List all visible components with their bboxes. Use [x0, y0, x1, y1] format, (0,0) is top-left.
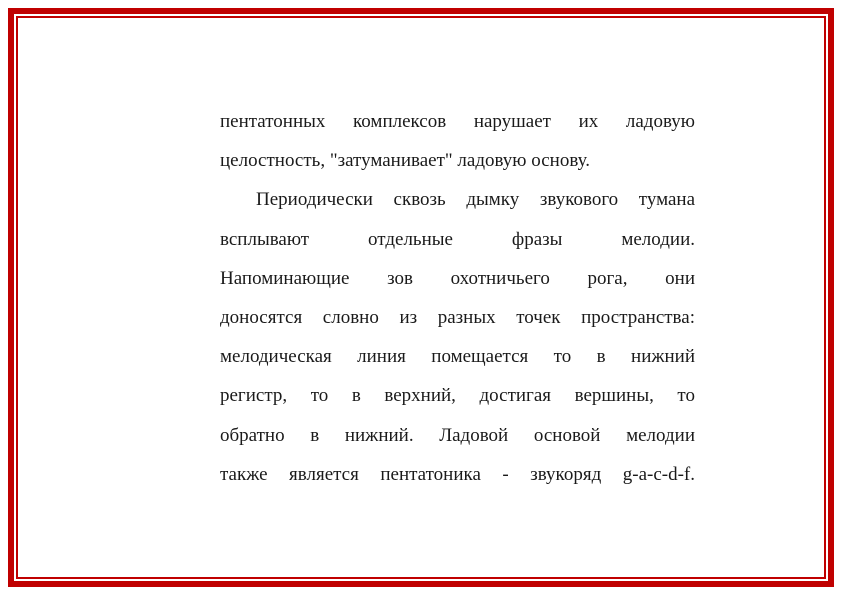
page-text [220, 102, 695, 494]
text-line: доносятся словно из разных точек пространства: [220, 307, 695, 329]
paragraph-2 [220, 180, 695, 494]
text-line: всплывают отдельные фразы мелодии. [220, 228, 695, 250]
text-line: обратно в нижний. Ладовой основой мелодии [220, 424, 695, 446]
text-line: Периодически сквозь дымку звукового тумана [256, 189, 695, 211]
paragraph-1 [220, 102, 695, 180]
text-line: Напоминающие зов охотничьего рога, они [220, 267, 695, 289]
text-line: регистр, то в верхний, достигая вершины, то [220, 385, 695, 407]
text-line: пентатонных комплексов нарушает их ладовую [220, 111, 695, 132]
text-line: также является пентатоника - звукоряд g-a-c-d-f. [220, 463, 695, 485]
text-line: мелодическая линия помещается то в нижний [220, 346, 695, 368]
text-line: целостность, "затуманивает" ладовую основу. [220, 150, 590, 172]
